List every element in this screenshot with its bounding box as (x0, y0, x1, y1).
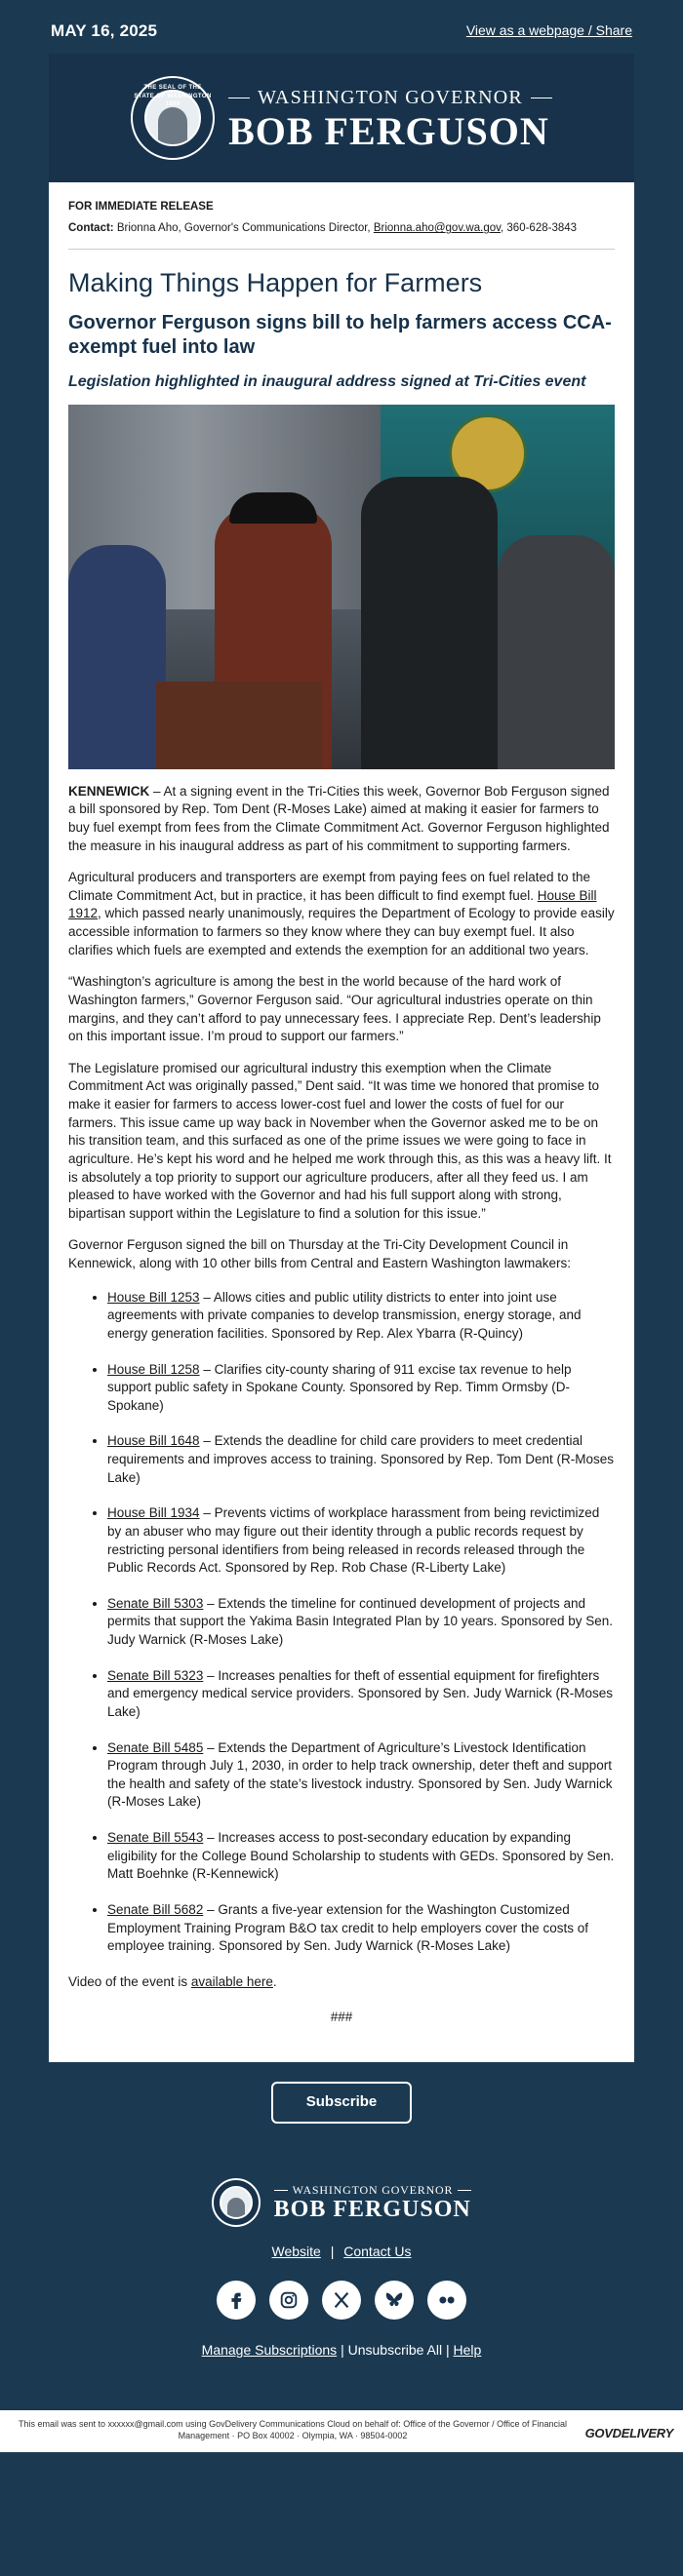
footer-name: BOB FERGUSON (273, 2197, 471, 2223)
bill-description: – Increases penalties for theft of essential equipment for firefighters and emergency medical service providers. Sponsored by Sen. Judy Warnick (R-Moses Lake) (107, 1667, 613, 1719)
state-seal-icon (131, 76, 215, 160)
bill-link[interactable]: Senate Bill 5682 (107, 1901, 204, 1917)
footer-links (0, 2243, 683, 2261)
bill-list (68, 1289, 615, 1956)
paragraph-5: Governor Ferguson signed the bill on Thursday at the Tri-City Development Council in Kennewick, along with 10 other bills from Central and Eastern Washington lawmakers: (68, 1237, 571, 1271)
dateline: KENNEWICK (68, 783, 150, 799)
issue-date: MAY 16, 2025 (51, 21, 158, 40)
brand-name: BOB FERGUSON (228, 109, 549, 154)
email-card (49, 54, 634, 2062)
manage-subscriptions-link[interactable]: Manage Subscriptions (201, 2342, 338, 2359)
paragraph-2 (68, 869, 615, 959)
bill-description: – Grants a five-year extension for the Washington Customized Employment Training Program B&O tax credit to help employers cover the costs of employee training. Sponsored by Sen. Judy Warnick (R-Moses Lake) (107, 1901, 588, 1954)
house-bill-1912-link[interactable]: House Bill 1912 (68, 887, 597, 921)
dek: Legislation highlighted in inaugural address signed at Tri-Cities event (68, 372, 586, 390)
subhead: Governor Ferguson signs bill to help farmers access CCA-exempt fuel into law (68, 311, 612, 358)
p2-text-a: Agricultural producers and transporters are exempt from paying fees on fuel related to the Climate Commitment Act, but in practice, it has been difficult to find exempt fuel. (68, 870, 591, 903)
video-period: . (272, 1973, 277, 1989)
headline: Making Things Happen for Farmers (68, 268, 483, 298)
email-body (49, 182, 634, 2062)
govdelivery-logo: GOVDELIVERY (584, 2425, 673, 2440)
contact-phone: , 360-628-3843 (501, 222, 578, 235)
header-banner (49, 54, 634, 182)
link-separator: | (330, 2243, 335, 2259)
seal-text: THE SEAL OF THE STATE OF WASHINGTON 1889 (134, 85, 212, 107)
list-item (107, 1432, 615, 1487)
instagram-icon[interactable] (269, 2281, 308, 2320)
contact-email-link[interactable]: Brionna.aho@gov.wa.gov (373, 222, 502, 235)
legal-footer (0, 2410, 683, 2451)
top-bar (0, 0, 683, 54)
bill-link[interactable]: House Bill 1258 (107, 1361, 200, 1377)
website-link[interactable]: Website (271, 2243, 321, 2259)
divider (68, 249, 615, 250)
bill-link[interactable]: Senate Bill 5485 (107, 1739, 204, 1755)
brand-kicker: WASHINGTON GOVERNOR (228, 85, 552, 112)
bill-description: – Extends the timeline for continued development of projects and permits that support the Yakima Basin Integrated Plan by 10 years. Sponsored by Sen. Judy Warnick (R-Moses Lake) (107, 1595, 614, 1648)
bill-description: – Extends the Department of Agriculture’s Livestock Identification Program through July 1, 2030, in order to help track ownership, deter theft and support the health and safety of the state’s livestock industry. Sponsored by Sen. Judy Warnick (R-Moses Lake) (107, 1739, 613, 1810)
list-item (107, 1361, 615, 1416)
bill-link[interactable]: House Bill 1253 (107, 1289, 200, 1305)
legal-text: This email was sent to xxxxxx@gmail.com using GovDelivery Communications Cloud on behalf of: Office of the Governor / Office of Financial Management · PO Box 40002 · Olympia, WA · 98504-0002 (18, 2419, 568, 2441)
bill-description: – Prevents victims of workplace harassment from being revictimized by an abuser who may figure out their identity through a public records request by restricting personal identifiers from being released in records released through the Public Records Act. Sponsored by Rep. Rob Chase (R-Liberty Lake) (107, 1505, 600, 1576)
help-link[interactable]: Help (453, 2342, 482, 2359)
list-item (107, 1829, 615, 1884)
unsubscribe-all-link[interactable]: Unsubscribe All (347, 2342, 443, 2359)
release-label: FOR IMMEDIATE RELEASE (68, 201, 214, 214)
end-mark: ### (330, 2010, 353, 2025)
bill-link[interactable]: Senate Bill 5323 (107, 1667, 204, 1683)
contact-label: Contact: (68, 222, 114, 235)
list-item (107, 1289, 615, 1344)
bill-description: – Clarifies city-county sharing of 911 excise tax revenue to help support public safety in Spokane County. Sponsored by Rep. Timm Ormsby (D-Spokane) (107, 1361, 572, 1413)
contact-text: Brionna Aho, Governor's Communications Director, (116, 222, 371, 235)
video-text: Video of the event is (68, 1973, 191, 1989)
flickr-icon[interactable] (427, 2281, 466, 2320)
list-item (107, 1739, 615, 1813)
list-item (107, 1504, 615, 1578)
x-icon[interactable] (322, 2281, 361, 2320)
link-separator: | (341, 2342, 344, 2359)
contact-us-link[interactable]: Contact Us (343, 2243, 412, 2259)
footer-brand (0, 2178, 683, 2227)
footer-kicker: WASHINGTON GOVERNOR (274, 2182, 472, 2199)
list-item (107, 1667, 615, 1722)
bill-link[interactable]: House Bill 1934 (107, 1505, 200, 1521)
facebook-icon[interactable] (217, 2281, 256, 2320)
p2-text-b: , which passed nearly unanimously, requires the Department of Ecology to provide easily accessible information to farmers so they know where they can buy exempt fuel. It also clarifies which fuels are exempted and extends the exemption for an additional two years. (68, 906, 615, 957)
view-as-webpage-link[interactable]: View as a webpage / Share (465, 22, 632, 39)
list-item (107, 1901, 615, 1956)
list-item (107, 1595, 615, 1650)
paragraph-3: “Washington’s agriculture is among the best in the world because of the hard work of Washington farmers,” Governor Ferguson said. “Our agricultural industries operate on thin margins, and they can’t afford to pay unnecessary fees. I appreciate Rep. Dent’s leadership on this important issue. I’m proud to support our farmers.” (68, 974, 601, 1044)
bill-link[interactable]: Senate Bill 5543 (107, 1830, 204, 1846)
subscribe-button[interactable]: Subscribe (271, 2082, 413, 2124)
social-links (0, 2281, 683, 2320)
lead-text: – At a signing event in the Tri-Cities this week, Governor Bob Ferguson signed a bill sponsored by Rep. Tom Dent (R-Moses Lake) aimed at making it easier for farmers to buy fuel exempt from fees from the Climate Commitment Act. Governor Ferguson highlighted the measure in his inaugural address as part of his commitment to supporting farmers. (68, 783, 610, 853)
signing-event-photo (68, 405, 615, 769)
lead-paragraph (68, 783, 615, 856)
link-separator: | (446, 2342, 450, 2359)
paragraph-4: The Legislature promised our agricultural industry this exemption when the Climate Commitment Act was originally passed,” Dent said. “It was time we honored that promise to make it easier for farmers to access lower-cost fuel and lower the costs of fuel for our farmers. This issue came up way back in November when the Governor asked me to be on his transition team, and this surfaced as one of the prime issues we were going to face in agriculture. He’s kept his word and he helped me work through this, as this was a heavy lift. It is absolutely a top priority to support our agriculture producers, after all they feed us. I am pleased to have worked with the Governor and had his full support along with strong, bipartisan support within the Legislature to find a solution for this issue.” (68, 1060, 612, 1221)
bill-description: – Allows cities and public utility districts to enter into joint use agreements with private companies to develop transmission, energy storage, and energy generation facilities. Sponsored by Rep. Alex Ybarra (R-Quincy) (107, 1289, 582, 1341)
subscription-links (0, 2341, 683, 2360)
bill-link[interactable]: Senate Bill 5303 (107, 1595, 204, 1611)
bill-link[interactable]: House Bill 1648 (107, 1433, 200, 1449)
footer-seal-icon (212, 2178, 261, 2227)
video-paragraph (68, 1973, 615, 1992)
video-link[interactable]: available here (190, 1973, 273, 1989)
bluesky-icon[interactable] (375, 2281, 414, 2320)
governor-brand (131, 76, 552, 160)
bill-description: – Extends the deadline for child care providers to meet credential requirements and improves access to training. Sponsored by Rep. Tom Dent (R-Moses Lake) (107, 1433, 614, 1485)
contact-line (68, 221, 615, 237)
bill-description: – Increases access to post-secondary education by expanding eligibility for the College Bound Scholarship to students with GEDs. Sponsored by Sen. Matt Boehnke (R-Kennewick) (107, 1830, 615, 1882)
footer (0, 2124, 683, 2452)
